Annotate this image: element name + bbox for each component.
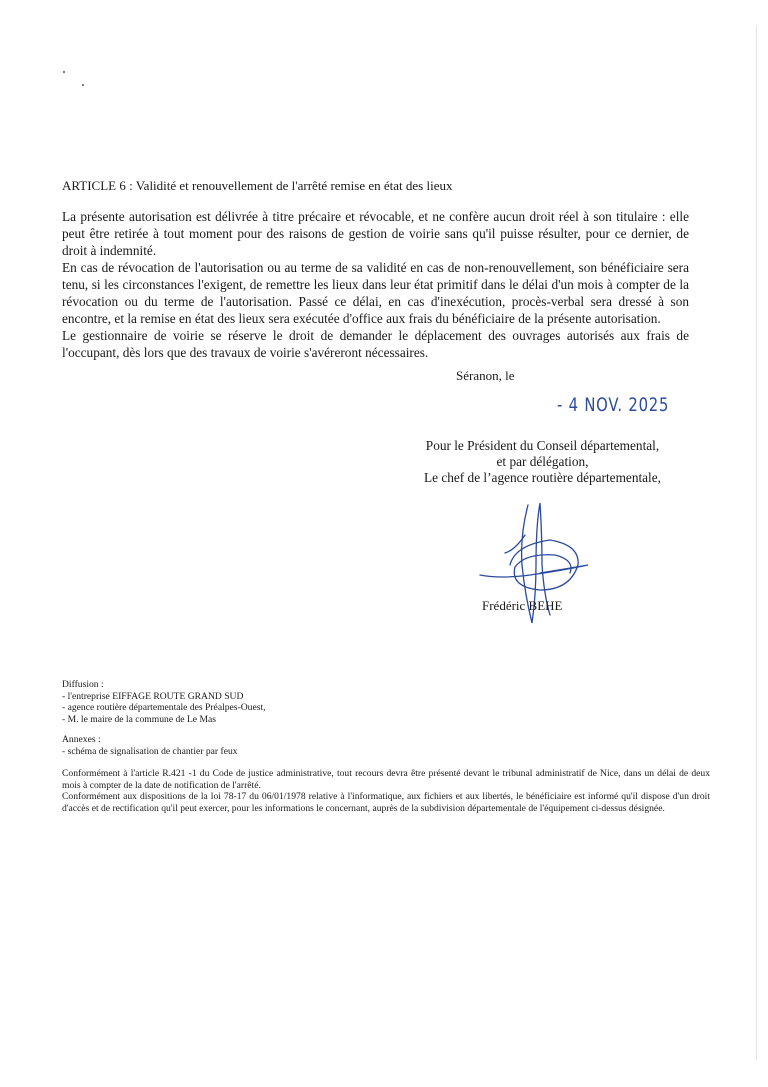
signature-line: Pour le Président du Conseil départemental, xyxy=(425,438,660,453)
article-paragraph: En cas de révocation de l'autorisation ou au terme de sa validité en cas de non-renouvellement, son bénéficiaire sera tenu, si les circonstances l'exigent, de remettre les lieux dans leur état primitif dans le délai d'un mois à compter de la révocation ou du terme de l'autorisation. Passé ce délai, en cas d'inexécution, procès-verbal sera dressé à son encontre, et la remise en état des lieux sera exécutée d'office aux frais du bénéficiaire de la présente autorisation. xyxy=(62,260,689,326)
handwritten-signature xyxy=(470,495,620,635)
annexes-item: - schéma de signalisation de chantier par feux xyxy=(62,745,238,757)
legal-paragraph: Conformément aux dispositions de la loi 78-17 du 06/01/1978 relative à l'informatique, aux fichiers et aux libertés, le bénéficiaire est informé qu'il dispose d'un droit d'accès et de rectification qu'il peut exercer, pour les informations le concernant, auprès de la subdivision départementale de l'équipement ci-dessus désignée. xyxy=(62,791,710,814)
diffusion-section xyxy=(62,679,266,725)
legal-footer xyxy=(62,768,710,814)
legal-paragraph: Conformément à l'article R.421 -1 du Code de justice administrative, tout recours devra être présenté devant le tribunal administratif de Nice, dans un délai de deux mois à compter de la date de notification de l'arrêté. xyxy=(62,768,710,791)
diffusion-heading: Diffusion : xyxy=(62,679,104,690)
article-body xyxy=(62,208,689,361)
article-title: ARTICLE 6 : Validité et renouvellement de l'arrêté remise en état des lieux xyxy=(62,178,453,193)
signature-block xyxy=(400,438,685,486)
signature-line: et par délégation, xyxy=(496,454,589,469)
signature-line: Le chef de l’agence routière départementale, xyxy=(424,470,661,485)
place-date-label: Séranon, le xyxy=(456,368,515,383)
article-paragraph: La présente autorisation est délivrée à titre précaire et révocable, et ne confère aucun droit réel à son titulaire : elle peut être retirée à tout moment pour des raisons de gestion de voirie sans qu'il puisse résulter, pour ce dernier, de droit à indemnité. xyxy=(62,209,689,258)
diffusion-item: - M. le maire de la commune de Le Mas xyxy=(62,713,216,725)
signer-name: Frédéric BEHE xyxy=(482,598,563,613)
annexes-heading: Annexes : xyxy=(62,734,101,745)
scan-speck xyxy=(63,71,65,73)
annexes-section xyxy=(62,734,238,757)
scan-speck xyxy=(82,84,84,86)
date-stamp: - 4 NOV. 2025 xyxy=(557,394,670,416)
article-paragraph: Le gestionnaire de voirie se réserve le droit de demander le déplacement des ouvrages autorisés aux frais de l'occupant, dès lors que des travaux de voirie s'avéreront nécessaires. xyxy=(62,328,689,360)
diffusion-item: - agence routière départementale des Préalpes-Ouest, xyxy=(62,702,266,713)
scan-page-edge xyxy=(756,25,757,1060)
diffusion-item: - l'entreprise EIFFAGE ROUTE GRAND SUD xyxy=(62,690,244,702)
